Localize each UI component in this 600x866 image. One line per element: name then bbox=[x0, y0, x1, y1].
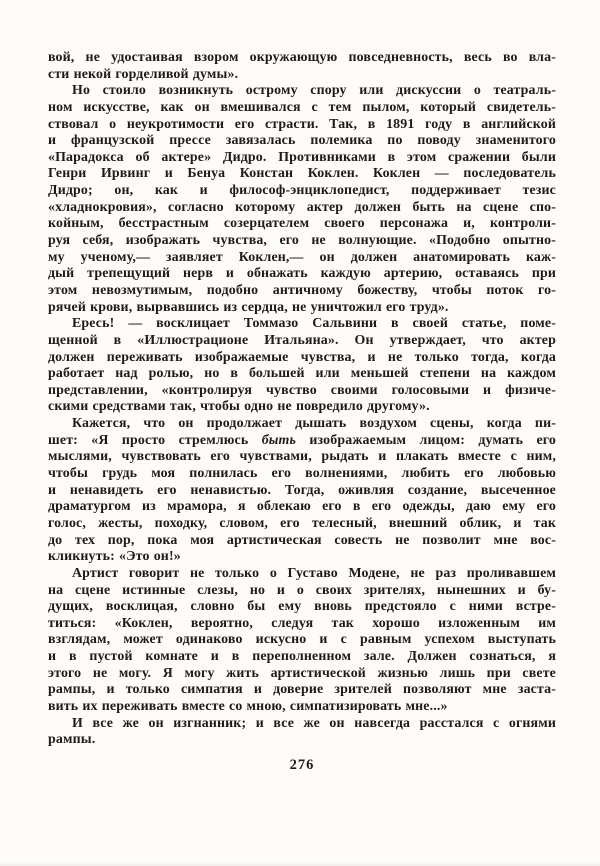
text-line: драматургом из мрамора, я облекаю его в его одежды, даю ему его bbox=[48, 499, 556, 515]
text-line: шет: «Я просто стремлюсь быть изображаемым лицом: думать его bbox=[48, 432, 556, 448]
text-line: работает над ролью, но в большей или меньшей степени на каждом bbox=[48, 366, 556, 382]
text-line: рампы, и только симпатия и доверие зрителей позволяют мне заста- bbox=[48, 682, 556, 698]
text-line: руя себя, изображать чувства, его не волнующие. «Подобно опытно- bbox=[48, 233, 556, 249]
text-line: чтобы грудь моя полнилась его волнениями, любить его любовью bbox=[48, 466, 556, 482]
text-line: и французской прессе завязалась полемика по поводу знаменитого bbox=[48, 133, 556, 149]
text-line: мыслями, чувствовать его чувствами, рыдать и плакать вместе с ним, bbox=[48, 449, 556, 465]
text-line: Дидро; он, как и философ-энциклопедист, поддерживает тезис bbox=[48, 183, 556, 199]
text-line: Артист говорит не только о Густаво Модене, не раз проливавшем bbox=[72, 565, 556, 581]
text-line: Кажется, что он продолжает дышать воздухом сцены, когда пи- bbox=[72, 416, 556, 432]
text-line: голос, жесты, походку, словом, его телесный, внешний облик, и так bbox=[48, 515, 556, 531]
text-line: должен переживать изображаемые чувства, и не только тогда, когда bbox=[48, 349, 556, 365]
text-line: щенной в «Иллюстрационе Итальяна». Он утверждает, что актер bbox=[48, 332, 556, 348]
text-line: представлении, «контролируя чувство своими голосовыми и физиче- bbox=[48, 382, 556, 398]
page-bottom-shade bbox=[0, 862, 600, 866]
text-line: этого не могу. Я могу жить артистической жизнью лишь при свете bbox=[48, 665, 556, 681]
text-block bbox=[48, 50, 556, 750]
text-line: и в пустой комнате и в переполненном зале. Должен сознаться, я bbox=[48, 649, 556, 665]
text-line: дый трепещущий нерв и обнажать каждую артерию, оставаясь при bbox=[48, 266, 556, 282]
text-line: Но стоило возникнуть острому спору или дискуссии о театраль- bbox=[72, 83, 556, 99]
text-line: ном искусстве, как он вмешивался с тем пылом, который свидетель- bbox=[48, 99, 556, 115]
text-line: «Парадокса об актере» Дидро. Противниками в этом сражении были bbox=[48, 149, 556, 165]
text-line: му ученому,— заявляет Коклен,— он должен анатомировать каж- bbox=[48, 249, 556, 265]
text-line: Ересь! — восклицает Томмазо Сальвини в своей статье, поме- bbox=[72, 316, 556, 332]
text-line: вой, не удостаивая взором окружающую повседневность, весь во вла- bbox=[48, 50, 556, 65]
text-line: дущих, восклицая, словно бы ему вновь предстояло с ними встре- bbox=[48, 599, 556, 615]
text-line: койным, бесстрастным созерцателем своего персонажа и, контроли- bbox=[48, 216, 556, 232]
text-line: титься: «Коклен, вероятно, следуя так хорошо изложенным им bbox=[48, 615, 556, 631]
text-line: скими средствами так, чтобы одно не повредило другому». bbox=[48, 399, 430, 415]
text-line: рампы. bbox=[48, 732, 96, 748]
text-line: сти некой горделивой думы». bbox=[48, 66, 239, 82]
text-line: этом невозмутимым, подобно античному божеству, чтобы поток го- bbox=[48, 282, 556, 298]
text-line: И все же он изгнанник; и все же он навсегда расстался с огнями bbox=[72, 715, 556, 731]
text-line: и ненавидеть его ненавистью. Тогда, оживляя создание, высеченное bbox=[48, 482, 556, 498]
text-line: Генри Ирвинг и Бенуа Констан Коклен. Коклен — последователь bbox=[48, 166, 556, 182]
page-number: 276 bbox=[289, 757, 315, 773]
text-line: на сцене истинные слезы, но и о своих зрителях, нынешних и бу- bbox=[48, 582, 556, 598]
text-line: кликнуть: «Это он!» bbox=[48, 549, 181, 565]
text-line: взглядам, может одинаково искусно и с равным успехом выступать bbox=[48, 632, 556, 648]
text-line: до тех пор, пока моя артистическая совесть не позволит мне вос- bbox=[48, 532, 556, 548]
text-line: «хладнокровия», согласно которому актер должен быть на сцене спо- bbox=[48, 199, 556, 215]
text-line: вить их переживать вместе со мною, симпатизировать мне...» bbox=[48, 698, 448, 714]
text-line: ствовал о неукротимости его страсти. Так, в 1891 году в английской bbox=[48, 116, 556, 132]
text-line: рячей крови, вырвавшись из сердца, не уничтожил его труд». bbox=[48, 299, 449, 315]
